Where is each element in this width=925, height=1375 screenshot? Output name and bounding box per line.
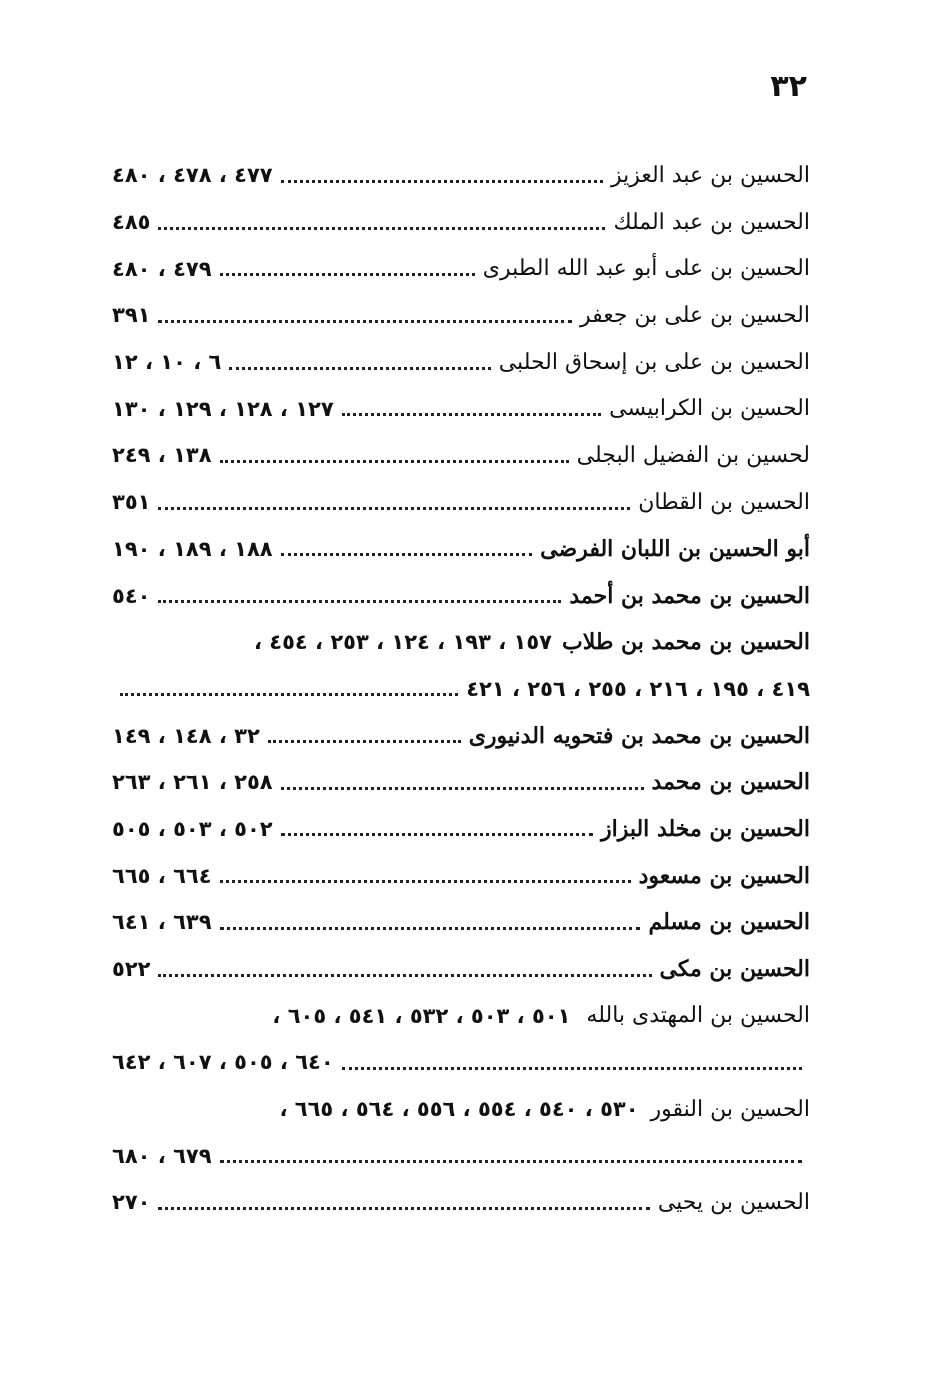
entry-pages: ٦٤٠ ، ٥٠٥ ، ٦٠٧ ، ٦٤٢ <box>112 1050 334 1075</box>
entry-pages: ٣٢ ، ١٤٨ ، ١٤٩ <box>112 723 260 748</box>
index-entry <box>112 385 810 432</box>
entry-name: الحسين بن على بن جعفر <box>580 302 810 328</box>
index-entry <box>112 245 810 292</box>
entry-pages: ٤٧٧ ، ٤٧٨ ، ٤٨٠ <box>112 163 273 188</box>
entry-pages: ٦٧٩ ، ٦٨٠ <box>112 1143 212 1168</box>
dot-leader <box>220 927 641 930</box>
dot-leader <box>268 740 461 743</box>
index-entry <box>112 572 810 619</box>
dot-leader <box>220 460 569 463</box>
entry-name: الحسين بن يحيى <box>657 1189 810 1215</box>
index-entry <box>112 852 810 899</box>
dot-leader <box>281 833 593 836</box>
entry-pages: ٥٢٢ <box>112 957 151 982</box>
index-entries <box>112 152 810 1226</box>
entry-name: الحسين بن محمد بن أحمد <box>569 582 810 609</box>
dot-leader <box>342 1067 802 1070</box>
index-entry <box>112 432 810 479</box>
index-entry <box>112 759 810 806</box>
entry-pages: ٥٠١ ، ٥٠٣ ، ٥٣٢ ، ٥٤١ ، ٦٠٥ ، <box>272 1003 571 1028</box>
index-entry-continuation <box>112 666 810 713</box>
entry-pages: ٦٦٤ ، ٦٦٥ <box>112 863 212 888</box>
index-entry-continuation <box>112 1039 810 1086</box>
dot-leader <box>229 367 490 370</box>
entry-name: الحسين بن النقور <box>650 1096 810 1122</box>
index-entry <box>112 479 810 526</box>
entry-name: الحسين بن محمد بن طلاب <box>561 629 810 656</box>
entry-name: الحسين بن الكرابيسى <box>609 396 810 422</box>
entry-name: الحسين بن على أبو عبد الله الطبرى <box>482 256 810 282</box>
dot-leader <box>281 553 533 556</box>
index-entry <box>112 946 810 993</box>
index-entry <box>112 619 810 666</box>
index-entry-continuation <box>112 1132 810 1179</box>
entry-name: الحسين بن المهتدى بالله <box>586 1003 810 1029</box>
entry-name: الحسين بن القطان <box>638 489 810 515</box>
entry-pages: ١٨٨ ، ١٨٩ ، ١٩٠ <box>112 536 273 561</box>
entry-name: الحسين بن عبد الملك <box>613 209 810 235</box>
entry-name: الحسين بن مسلم <box>648 909 810 936</box>
entry-pages: ٥٤٠ <box>112 583 151 608</box>
dot-leader <box>220 273 475 276</box>
entry-name: أبو الحسين بن اللبان الفرضى <box>540 535 810 562</box>
entry-pages: ١٥٧ ، ١٩٣ ، ١٢٤ ، ٢٥٣ ، ٤٥٤ ، <box>253 630 552 655</box>
entry-pages: ٤٧٩ ، ٤٨٠ <box>112 256 212 281</box>
index-entry <box>112 712 810 759</box>
dot-leader <box>158 600 561 603</box>
entry-pages: ٣٩١ <box>112 303 151 328</box>
dot-leader <box>158 320 572 323</box>
dot-leader <box>158 974 651 977</box>
index-entry <box>112 1086 810 1133</box>
index-entry <box>112 806 810 853</box>
entry-pages: ٦٣٩ ، ٦٤١ <box>112 910 212 935</box>
entry-name: الحسين بن مسعود <box>638 862 810 889</box>
entry-pages: ٤١٩ ، ١٩٥ ، ٢١٦ ، ٢٥٥ ، ٢٥٦ ، ٤٢١ <box>466 676 810 701</box>
index-entry <box>112 526 810 573</box>
entry-name: الحسين بن محمد <box>651 769 810 796</box>
entry-pages: ١٣٨ ، ٢٤٩ <box>112 443 212 468</box>
dot-leader <box>220 1160 802 1163</box>
dot-leader <box>220 880 631 883</box>
dot-leader <box>158 227 605 230</box>
index-entry <box>112 339 810 386</box>
dot-leader <box>158 507 630 510</box>
entry-pages: ٣٥١ <box>112 490 151 515</box>
dot-leader <box>281 180 603 183</box>
dot-leader <box>281 787 644 790</box>
index-entry <box>112 199 810 246</box>
entry-pages: ٢٧٠ <box>112 1190 151 1215</box>
entry-pages: ٢٥٨ ، ٢٦١ ، ٢٦٣ <box>112 770 273 795</box>
entry-name: الحسين بن محمد بن فتحويه الدنيورى <box>468 722 810 749</box>
index-entry <box>112 1179 810 1226</box>
entry-pages: ٤٨٥ <box>112 210 151 235</box>
dot-leader <box>342 413 602 416</box>
entry-pages: ١٢٧ ، ١٢٨ ، ١٢٩ ، ١٣٠ <box>112 396 334 421</box>
index-entry <box>112 899 810 946</box>
index-entry <box>112 992 810 1039</box>
entry-name: الحسين بن على بن إسحاق الحلبى <box>498 349 810 375</box>
entry-name: الحسين بن عبد العزيز <box>610 162 810 188</box>
entry-name: الحسين بن مخلد البزاز <box>600 815 810 842</box>
dot-leader <box>120 693 458 696</box>
index-entry <box>112 292 810 339</box>
entry-pages: ٥٠٢ ، ٥٠٣ ، ٥٠٥ <box>112 816 273 841</box>
index-entry <box>112 152 810 199</box>
dot-leader <box>158 1207 649 1210</box>
entry-name: الحسين بن مكى <box>659 956 810 983</box>
entry-name: لحسين بن الفضيل البجلى <box>576 442 810 468</box>
entry-pages: ٥٣٠ ، ٥٤٠ ، ٥٥٤ ، ٥٥٦ ، ٥٦٤ ، ٦٦٥ ، <box>279 1097 639 1122</box>
entry-pages: ٦ ، ١٠ ، ١٢ <box>112 350 222 375</box>
page-number: ٣٢ <box>770 69 807 104</box>
